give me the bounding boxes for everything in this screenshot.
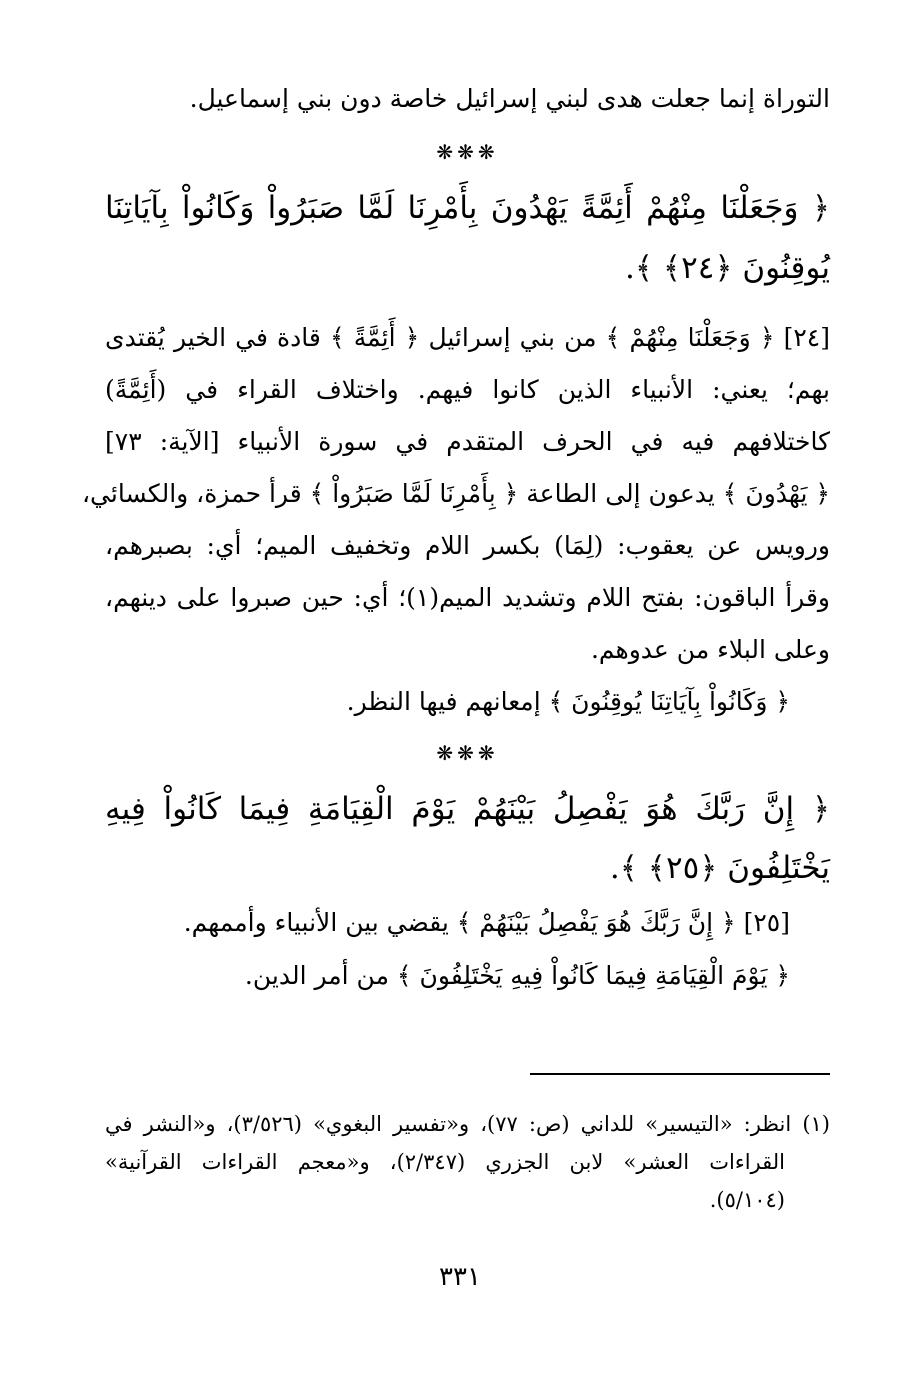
quran-verse-line: ﴿ وَجَعَلْنَا مِنْهُمْ أَئِمَّةً يَهْدُونَ بِأَمْرِنَا لَمَّا صَبَرُواْ وَكَانُواْ بِآيَاتِنَا [105,190,830,226]
commentary-line: ﴿ يَوْمَ الْقِيَامَةِ فِيمَا كَانُواْ فِيهِ يَخْتَلِفُونَ ﴾ من أمر الدين. [244,961,790,990]
text-line: التوراة إنما جعلت هدى لبني إسرائيل خاصة دون بني إسماعيل. [189,84,830,113]
page-body [81,70,830,1002]
page-number: ٣٣١ [439,1262,481,1292]
commentary-line: ورويس عن يعقوب: (لِمَا) بكسر اللام وتخفيف الميم؛ أي: بصبرهم، [105,531,830,560]
footnote [105,1105,830,1219]
section-separator: ❋❋❋ [436,741,499,765]
commentary-line: بهم؛ يعني: الأنبياء الذين كانوا فيهم. واختلاف القراء في (أَئِمَّةً) [105,375,830,404]
footnote-divider [530,1073,830,1075]
footnote-line: (١) انظر: «التيسير» للداني (ص: ٧٧)، و«تفسير البغوي» (٣/٥٢٦)، و«النشر في [105,1112,830,1136]
quran-verse-line: ﴿ إِنَّ رَبَّكَ هُوَ يَفْصِلُ بَيْنَهُمْ يَوْمَ الْقِيَامَةِ فِيمَا كَانُواْ فِيهِ [105,791,830,827]
footnote-line: (٥/١٠٤). [709,1188,785,1212]
commentary-line: كاختلافهم فيه في الحرف المتقدم في سورة الأنبياء [الآية: ٧٣] [105,427,830,456]
commentary-line: ﴿ يَهْدُونَ ﴾ يدعون إلى الطاعة ﴿ بِأَمْرِنَا لَمَّا صَبَرُواْ ﴾ قرأ حمزة، والكسائي، [81,479,830,508]
commentary-line: وعلى البلاء من عدوهم. [590,635,830,664]
quran-verse-line: يُوقِنُونَ ﴿٢٤﴾ ﴾. [625,250,830,286]
commentary-line: [٢٤] ﴿ وَجَعَلْنَا مِنْهُمْ ﴾ من بني إسرائيل ﴿ أَئِمَّةً ﴾ قادة في الخير يُقتدى [105,323,830,352]
quran-verse-line: يَخْتَلِفُونَ ﴿٢٥﴾ ﴾. [609,850,830,886]
footnote-line: القراءات العشر» لابن الجزري (٢/٣٤٧)، و«معجم القراءات القرآنية» [105,1150,785,1174]
commentary-line: ﴿ وَكَانُواْ بِآيَاتِنَا يُوقِنُونَ ﴾ إمعانهم فيها النظر. [346,687,790,716]
commentary-line: وقرأ الباقون: بفتح اللام وتشديد الميم(١)؛ أي: حين صبروا على دينهم، [105,583,830,612]
section-separator: ❋❋❋ [436,140,499,164]
commentary-line: [٢٥] ﴿ إِنَّ رَبَّكَ هُوَ يَفْصِلُ بَيْنَهُمْ ﴾ يقضي بين الأنبياء وأممهم. [183,908,790,937]
